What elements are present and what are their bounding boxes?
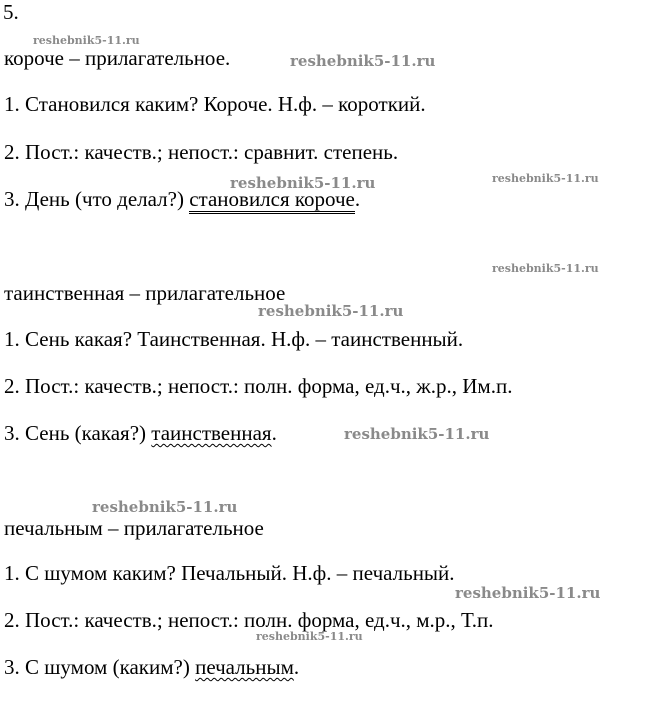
section3-heading: печальным – прилагательное <box>4 516 264 540</box>
section1-line3-prefix: 3. День (что делал?) <box>4 187 190 211</box>
section3-line3-prefix: 3. С шумом (каким?) <box>4 655 196 679</box>
section1-line3-suffix: . <box>354 187 361 211</box>
section2-line3 <box>4 421 277 445</box>
watermark-text: reshebnik5-11.ru <box>256 630 363 643</box>
watermark-text: reshebnik5-11.ru <box>33 34 140 47</box>
watermark-text: reshebnik5-11.ru <box>230 174 376 192</box>
section1-line1: 1. Становился каким? Короче. Н.ф. – короткий. <box>4 92 426 116</box>
section1-predicate: становился короче <box>189 187 355 214</box>
section1-line2: 2. Пост.: качеств.; непост.: сравнит. степень. <box>4 140 399 164</box>
section2-attribute: таинственная <box>151 421 272 445</box>
watermark-text: reshebnik5-11.ru <box>492 172 599 185</box>
section3-line2: 2. Пост.: качеств.; непост.: полн. форма, ед.ч., м.р., Т.п. <box>4 608 494 632</box>
watermark-text: reshebnik5-11.ru <box>290 52 436 70</box>
watermark-text: reshebnik5-11.ru <box>258 302 404 320</box>
section2-heading: таинственная – прилагательное <box>4 281 286 305</box>
task-number: 5. <box>3 0 19 24</box>
section2-line3-suffix: . <box>271 421 277 445</box>
section3-line3 <box>4 655 299 679</box>
section1-heading: короче – прилагательное. <box>4 46 231 70</box>
watermark-text: reshebnik5-11.ru <box>455 584 601 602</box>
section2-line1: 1. Сень какая? Таинственная. Н.ф. – таинственный. <box>4 327 464 351</box>
watermark-text: reshebnik5-11.ru <box>492 262 599 275</box>
section3-line3-suffix: . <box>293 655 300 679</box>
section3-line1: 1. С шумом каким? Печальный. Н.ф. – печальный. <box>4 561 455 585</box>
watermark-text: reshebnik5-11.ru <box>344 425 490 443</box>
watermark-text: reshebnik5-11.ru <box>92 498 238 516</box>
section2-line3-prefix: 3. Сень (какая?) <box>4 421 152 445</box>
section3-attribute: печальным <box>195 655 294 679</box>
section2-line2: 2. Пост.: качеств.; непост.: полн. форма, ед.ч., ж.р., Им.п. <box>4 374 513 398</box>
